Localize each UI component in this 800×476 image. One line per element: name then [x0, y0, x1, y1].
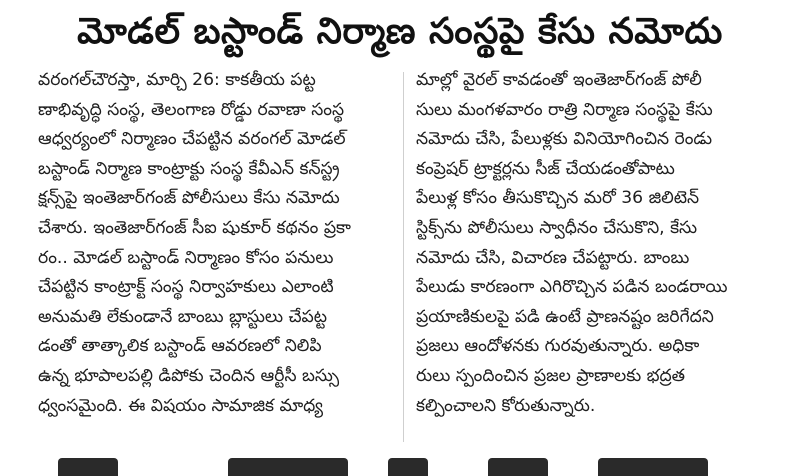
article-line: ప్రజలు ఆందోళనకు గురవుతున్నారు. అధికా: [416, 336, 700, 357]
article-headline: మోడల్ బస్టాండ్ నిర్మాణ సంస్థపై కేసు నమోదు: [77, 11, 723, 52]
article-line: ధ్వంసమైంది. ఈ విషయం సామాజిక మాధ్య: [38, 395, 324, 416]
article-line: ణాభివృద్ధి సంస్థ, తెలంగాణ రోడ్డు రవాణా సంస్థ: [38, 99, 345, 120]
article-line: రం.. మోడల్ బస్టాండ్ నిర్మాణం కోసం పనులు: [38, 247, 334, 268]
article-line: బస్టాండ్ నిర్మాణ కాంట్రాక్టు సంస్థ కేవీఎన్ కన్‌స్ట్ర: [38, 158, 340, 179]
article-line: ఉన్న భూపాలపల్లి డిపోకు చెందిన ఆర్టీసీ బస్సు: [38, 365, 340, 386]
cropped-glyph: [58, 458, 118, 476]
article-line: స్టిక్స్‌ను పోలీసులు స్వాధీనం చేసుకొని, కేసు: [416, 217, 698, 238]
article-line: పేలుళ్ల కోసం తీసుకొచ్చిన మరో 36 జిలిటెన్: [416, 188, 700, 209]
article-line: ప్రయాణికులపై పడి ఉంటే ప్రాణనష్టం జరిగేదని: [416, 306, 714, 327]
article-line: మాల్లో వైరల్ కావడంతో ఇంతెజార్‌గంజ్ పోలీ: [416, 70, 702, 90]
cropped-next-headline: [28, 452, 788, 476]
cropped-glyph: [228, 458, 348, 476]
article-line: కంప్రెషర్ ట్రాక్టర్లను సీజ్ చేయడంతోపాటు: [416, 158, 675, 179]
article-line: పేలుడు కారణంగా ఎగిరొచ్చిన పడిన బండరాయి: [416, 277, 728, 298]
article-line: నమోదు చేసి, విచారణ చేపట్టారు. బాంబు: [416, 247, 690, 268]
article-line: చేపట్టిన కాంట్రాక్ట్ సంస్థ నిర్వాహకులు ఎలాంటి: [38, 277, 334, 298]
cropped-glyph: [598, 458, 708, 476]
article-line: వరంగల్‌చౌరస్తా, మార్చి 26: కాకతీయ పట్ట: [38, 70, 316, 90]
article-column-right: [416, 66, 778, 421]
article-line: కల్పించాలని కోరుతున్నారు.: [416, 395, 596, 416]
article-line: రులు స్పందించిన ప్రజల ప్రాణాలకు భద్రత: [416, 365, 686, 386]
column-divider: [403, 72, 404, 442]
article-line: నమోదు చేసి, పేలుళ్లకు వినియోగించిన రెండు: [416, 129, 713, 150]
cropped-glyph: [488, 458, 548, 476]
article-line: సులు మంగళవారం రాత్రి నిర్మాణ సంస్థపై కేసు: [416, 99, 713, 120]
article-line: ఆధ్వర్యంలో నిర్మాణం చేపట్టిన వరంగల్ మోడల్: [38, 129, 346, 150]
article-line: అనుమతి లేకుండానే బాంబు బ్లాస్టులు చేపట్ట: [38, 306, 328, 327]
article-line: డంతో తాత్కాలిక బస్టాండ్ ఆవరణలో నిలిపి: [38, 336, 322, 357]
article-line: చేశారు. ఇంతెజార్‌గంజ్ సీఐ షుకూర్ కథనం ప్రకా: [38, 217, 351, 238]
article-line: క్షన్స్‌పై ఇంతెజార్‌గంజ్ పోలీసులు కేసు నమోదు: [38, 188, 340, 209]
article-column-left: [38, 66, 398, 421]
cropped-glyph: [388, 458, 428, 476]
